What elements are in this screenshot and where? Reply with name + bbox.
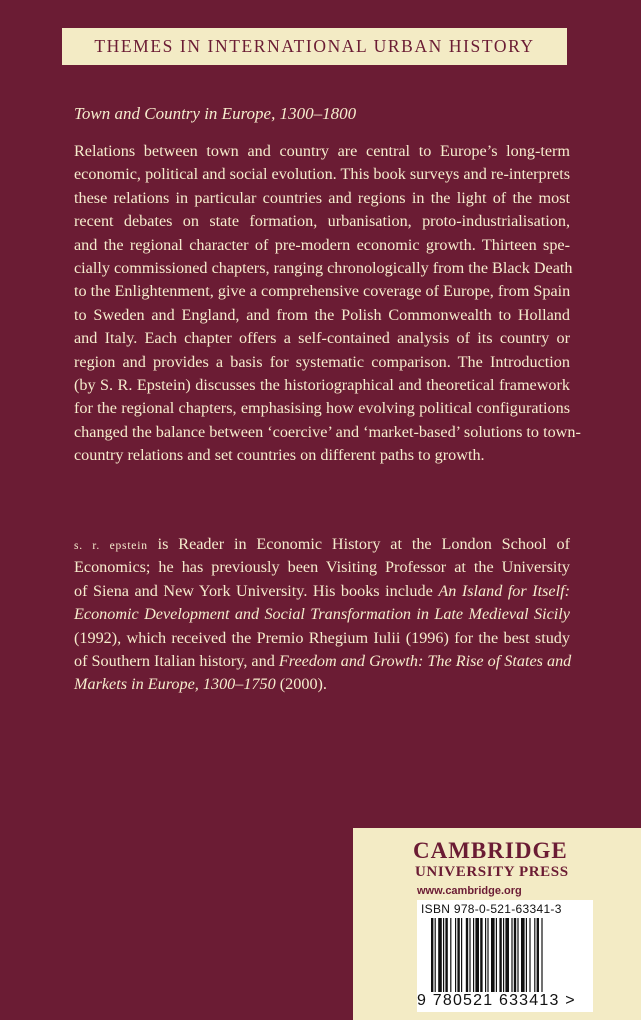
series-banner [62,28,567,65]
book-ref-island-subtitle: Economic Development and Social Transformation in Late Medieval Sicily [74,605,570,624]
description-line: Relations between town and country are central to Europe’s long-term [74,142,570,160]
bio-line: Economics; he has previously been Visiting Professor at the University [74,558,570,577]
barcode-digits: 9 780521 633413 > [417,992,576,1009]
description-line: (by S. R. Epstein) discusses the historiographical and theoretical framework [74,375,570,394]
series-title: THEMES IN INTERNATIONAL URBAN HISTORY [94,36,535,56]
book-ref-freedom-subtitle: Markets in Europe, 1300–1750 [74,675,276,694]
publisher-subtitle: UNIVERSITY PRESS [415,864,569,880]
publisher-url: www.cambridge.org [417,885,522,897]
bio-line: Markets in Europe, 1300–1750 (2000). [74,675,327,694]
author-name: s. r. epstein [74,540,148,552]
description-line: and the regional character of pre-modern economic growth. Thirteen spe- [74,235,570,254]
isbn-label: ISBN 978-0-521-63341-3 [421,902,562,916]
description-line: economic, political and social evolution. This book surveys and re-interprets [74,165,570,184]
barcode [417,900,593,1012]
bio-line: of Siena and New York University. His books include An Island for Itself: [74,581,570,600]
bio-line: s. r. epstein is Reader in Economic History at the London School of [74,535,570,553]
book-ref-freedom: Freedom and Growth: The Rise of States and [278,651,572,670]
publisher-name: CAMBRIDGE [413,838,568,863]
book-description [74,140,581,467]
description-line: changed the balance between ‘coercive’ and ‘market-based’ solutions to town- [74,422,581,441]
bio-line: (1992), which received the Premio Rhegium Iulii (1996) for the best study [74,628,570,647]
description-line: and Italy. Each chapter offers a self-contained analysis of its country or [74,329,570,348]
publisher-panel [353,828,641,1020]
description-line: to the Enlightenment, give a comprehensive coverage of Europe, from Spain [74,282,571,301]
bio-line: of Southern Italian history, and Freedom and Growth: The Rise of States and [74,651,572,670]
description-line: cially commissioned chapters, ranging chronologically from the Black Death [74,258,573,277]
description-line: country relations and set countries on different paths to growth. [74,446,485,465]
description-line: these relations in particular countries and regions in the light of the most [74,188,570,207]
bio-line [74,603,570,626]
description-line: region and provides a basis for systematic comparison. The Introduction [74,352,570,371]
description-line: recent debates on state formation, urbanisation, proto-industrialisation, [74,212,570,231]
book-ref-island: An Island for Itself: [438,581,570,600]
description-line: for the regional chapters, emphasising how evolving political configurations [74,399,570,418]
author-bio [74,533,570,697]
book-title: Town and Country in Europe, 1300–1800 [74,104,357,123]
description-line: to Sweden and England, and from the Polish Commonwealth to Holland [74,305,570,324]
